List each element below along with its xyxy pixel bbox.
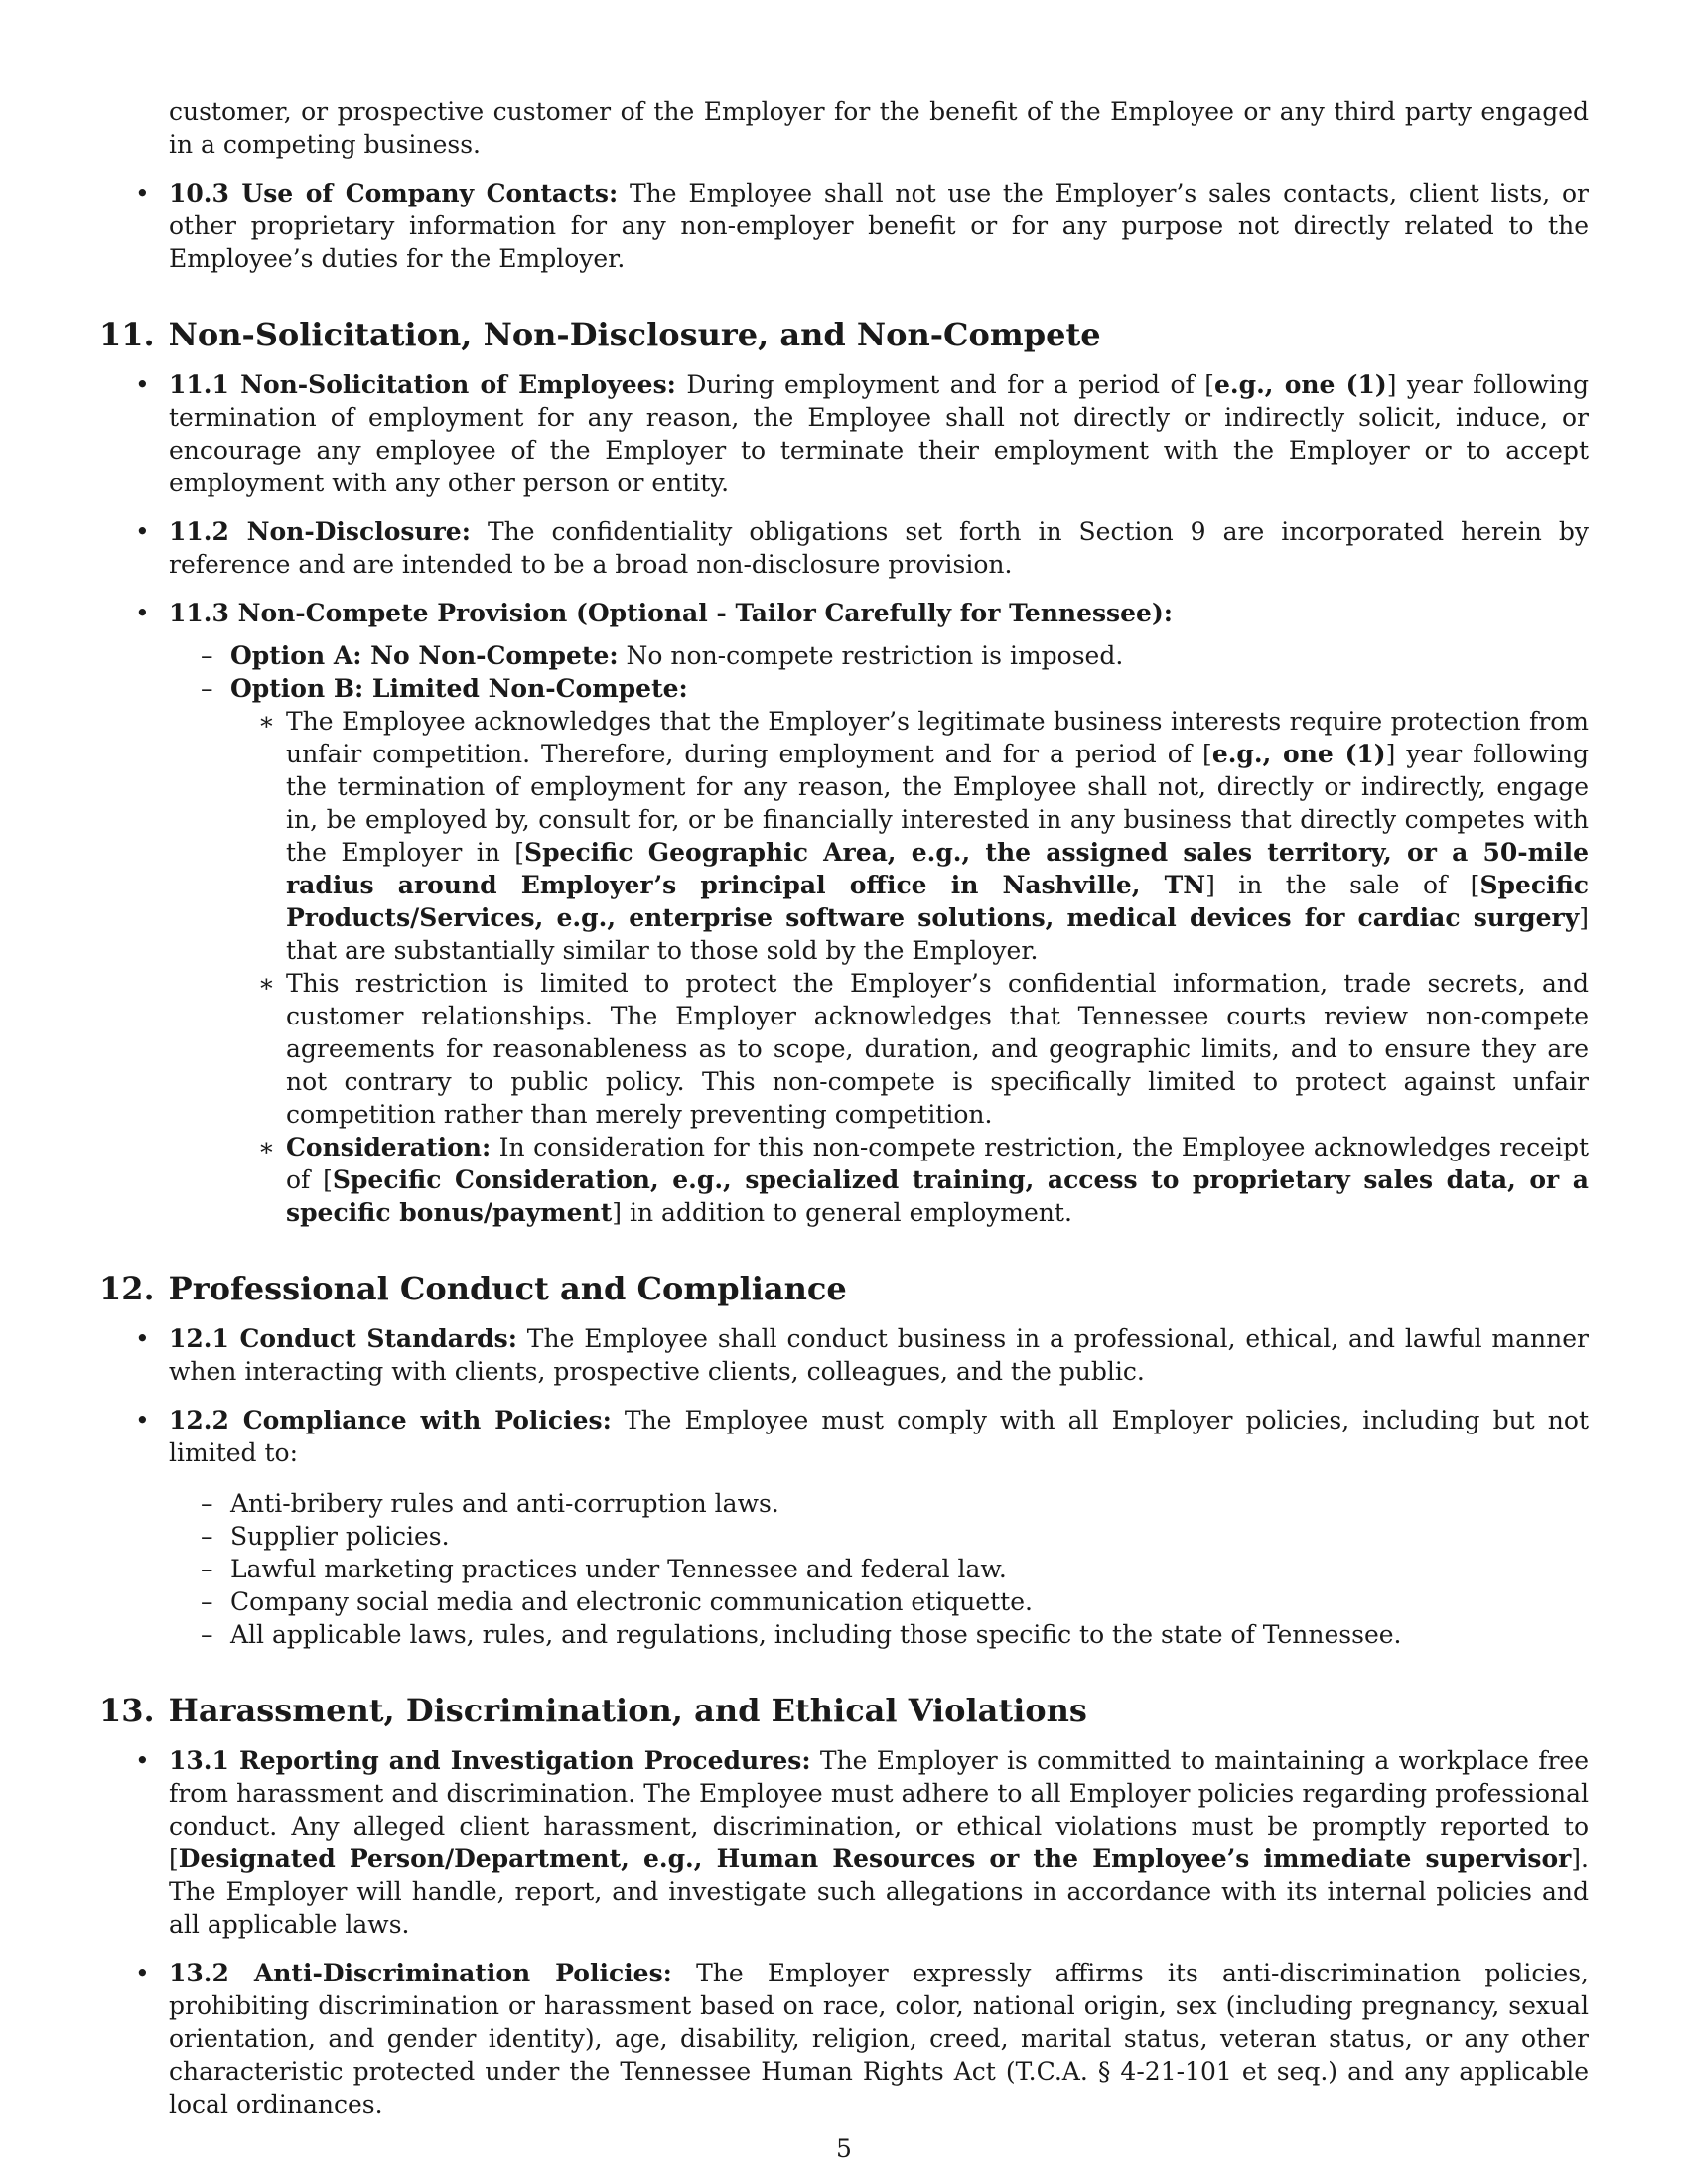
item-text: The Employee acknowledges that the Employer’s legitimate business interests require protection from unfair competition. Therefore, during employment and for a period of [ xyxy=(286,707,1589,768)
item-text: ] in the sale of [ xyxy=(1205,871,1480,899)
clause-12-2 xyxy=(99,1404,1589,1651)
clause-label: 11.3 Non-Compete Provision (Optional - Tailor Carefully for Tennessee): xyxy=(169,599,1173,627)
placeholder-text: Specific Products/Services, e.g., enterprise software solutions, medical devices for cardiac surgery xyxy=(286,871,1589,932)
item-text: This restriction is limited to protect the Employer’s confidential information, trade secrets, and customer relationships. The Employer acknowledges that Tennessee courts review non-compete agreements for reasonableness as to scope, duration, and geographic limits, and to ensure they are not contrary to public policy. This non-compete is specifically limited to protect against unfair competition rather than merely preventing competition. xyxy=(286,969,1589,1129)
placeholder-text: Specific Consideration, e.g., specialized training, access to proprietary sales data, or a specific bonus/payment xyxy=(286,1165,1589,1227)
section-10-list xyxy=(99,177,1589,275)
option-b-sublist xyxy=(230,705,1589,1229)
section-title: Non-Solicitation, Non-Disclosure, and Non-Compete xyxy=(168,316,1101,353)
list-item: – Lawful marketing practices under Tennessee and federal law. xyxy=(169,1553,1589,1585)
clause-10-3 xyxy=(99,177,1589,275)
option-b-item xyxy=(230,967,1589,1131)
section-heading-11 xyxy=(99,315,1589,354)
clause-text: The Employee shall not use the Employer’s sales contacts, client lists, or other proprietary information for any non-employer benefit or for any purpose not directly related to the Employee’s duties for the Employer. xyxy=(169,179,1589,273)
section-number: 13. xyxy=(99,1692,155,1729)
clause-label: 13.2 Anti-Discrimination Policies: xyxy=(169,1959,672,1987)
clause-label: 13.1 Reporting and Investigation Procedures: xyxy=(169,1746,811,1775)
item-text: In consideration for this non-compete restriction, the Employee acknowledges receipt of [ xyxy=(286,1133,1589,1194)
list-item: – Company social media and electronic communication etiquette. xyxy=(169,1585,1589,1618)
item-text: ] in addition to general employment. xyxy=(612,1198,1072,1227)
option-list xyxy=(169,639,1589,1229)
section-13-list xyxy=(99,1744,1589,2120)
clause-text: The Employer is committed to maintaining a workplace free from harassment and discrimination. The Employee must adhere to all Employer policies regarding professional conduct. Any alleged client harassment, discrimination, or ethical violations must be promptly reported to [ xyxy=(169,1746,1589,1873)
clause-text: ] year following termination of employment for any reason, the Employee shall not directly or indirectly solicit, induce, or encourage any employee of the Employer to terminate their employment with the Employer or to accept employment with any other person or entity. xyxy=(169,370,1589,497)
section-12-list xyxy=(99,1322,1589,1651)
page-number: 5 xyxy=(836,2134,852,2163)
clause-label: 11.2 Non-Disclosure: xyxy=(169,517,471,546)
clause-13-2 xyxy=(99,1957,1589,2120)
clause-text: The Employer expressly affirms its anti-discrimination policies, prohibiting discrimination or harassment based on race, color, national origin, sex (including pregnancy, sexual orientation, and gender identity), age, disability, religion, creed, marital status, veteran status, or any other characteristic protected under the Tennessee Human Rights Act (T.C.A. § 4-21-101 et seq.) and any applicable local ordinances. xyxy=(169,1959,1589,2118)
section-heading-13 xyxy=(99,1691,1589,1730)
clause-text: The confidentiality obligations set forth in Section 9 are incorporated herein by reference and are intended to be a broad non-disclosure provision. xyxy=(169,517,1589,579)
clause-11-2 xyxy=(99,515,1589,581)
clause-text: During employment and for a period of [ xyxy=(675,370,1214,399)
option-text: No non-compete restriction is imposed. xyxy=(618,641,1124,670)
option-b-item xyxy=(230,705,1589,967)
document-page xyxy=(99,95,1589,2136)
clause-text: ]. The Employer will handle, report, and investigate such allegations in accordance with its internal policies and all applicable laws. xyxy=(169,1844,1589,1939)
placeholder-text: e.g., one (1) xyxy=(1211,740,1386,768)
clause-label: 12.1 Conduct Standards: xyxy=(169,1324,517,1353)
placeholder-text: Designated Person/Department, e.g., Human Resources or the Employee’s immediate supervisor xyxy=(178,1844,1572,1873)
clause-label: 12.2 Compliance with Policies: xyxy=(169,1406,612,1434)
option-b-item xyxy=(230,1131,1589,1229)
section-title: Harassment, Discrimination, and Ethical Violations xyxy=(168,1692,1087,1729)
item-text: ] year following the termination of employment for any reason, the Employee shall not, directly or indirectly, engage in, be employed by, consult for, or be financially interested in any business that directly competes with the Employer in [ xyxy=(286,740,1589,867)
clause-text: The Employee must comply with all Employer policies, including but not limited to: xyxy=(169,1406,1589,1467)
clause-text: The Employee shall conduct business in a professional, ethical, and lawful manner when interacting with clients, prospective clients, colleagues, and the public. xyxy=(169,1324,1589,1386)
list-item: – Supplier policies. xyxy=(169,1520,1589,1553)
section-heading-12 xyxy=(99,1269,1589,1308)
clause-12-1 xyxy=(99,1322,1589,1388)
placeholder-text: e.g., one (1) xyxy=(1214,370,1387,399)
section-number: 12. xyxy=(99,1270,155,1307)
option-b xyxy=(169,672,1589,1229)
item-text: ] that are substantially similar to those sold by the Employer. xyxy=(286,903,1589,965)
list-item: – All applicable laws, rules, and regulations, including those specific to the state of Tennessee. xyxy=(169,1618,1589,1651)
list-item: – Anti-bribery rules and anti-corruption laws. xyxy=(169,1487,1589,1520)
policy-list xyxy=(169,1487,1589,1651)
section-number: 11. xyxy=(99,316,155,353)
clause-11-1 xyxy=(99,368,1589,499)
section-title: Professional Conduct and Compliance xyxy=(168,1270,847,1307)
clause-label: 11.1 Non-Solicitation of Employees: xyxy=(169,370,676,399)
section-11-list xyxy=(99,368,1589,1229)
clause-13-1 xyxy=(99,1744,1589,1941)
option-label: Option B: Limited Non-Compete: xyxy=(230,674,688,703)
clause-11-3 xyxy=(99,597,1589,1229)
option-label: Option A: No Non-Compete: xyxy=(230,641,619,670)
option-a xyxy=(169,639,1589,672)
item-label: Consideration: xyxy=(286,1133,492,1161)
continuation-paragraph: customer, or prospective customer of the Employer for the benefit of the Employee or any third party engaged in a competing business. xyxy=(169,97,1589,159)
placeholder-text: Specific Geographic Area, e.g., the assigned sales territory, or a 50-mile radius around Employer’s principal office in Nashville, TN xyxy=(286,838,1589,899)
clause-label: 10.3 Use of Company Contacts: xyxy=(169,179,619,207)
